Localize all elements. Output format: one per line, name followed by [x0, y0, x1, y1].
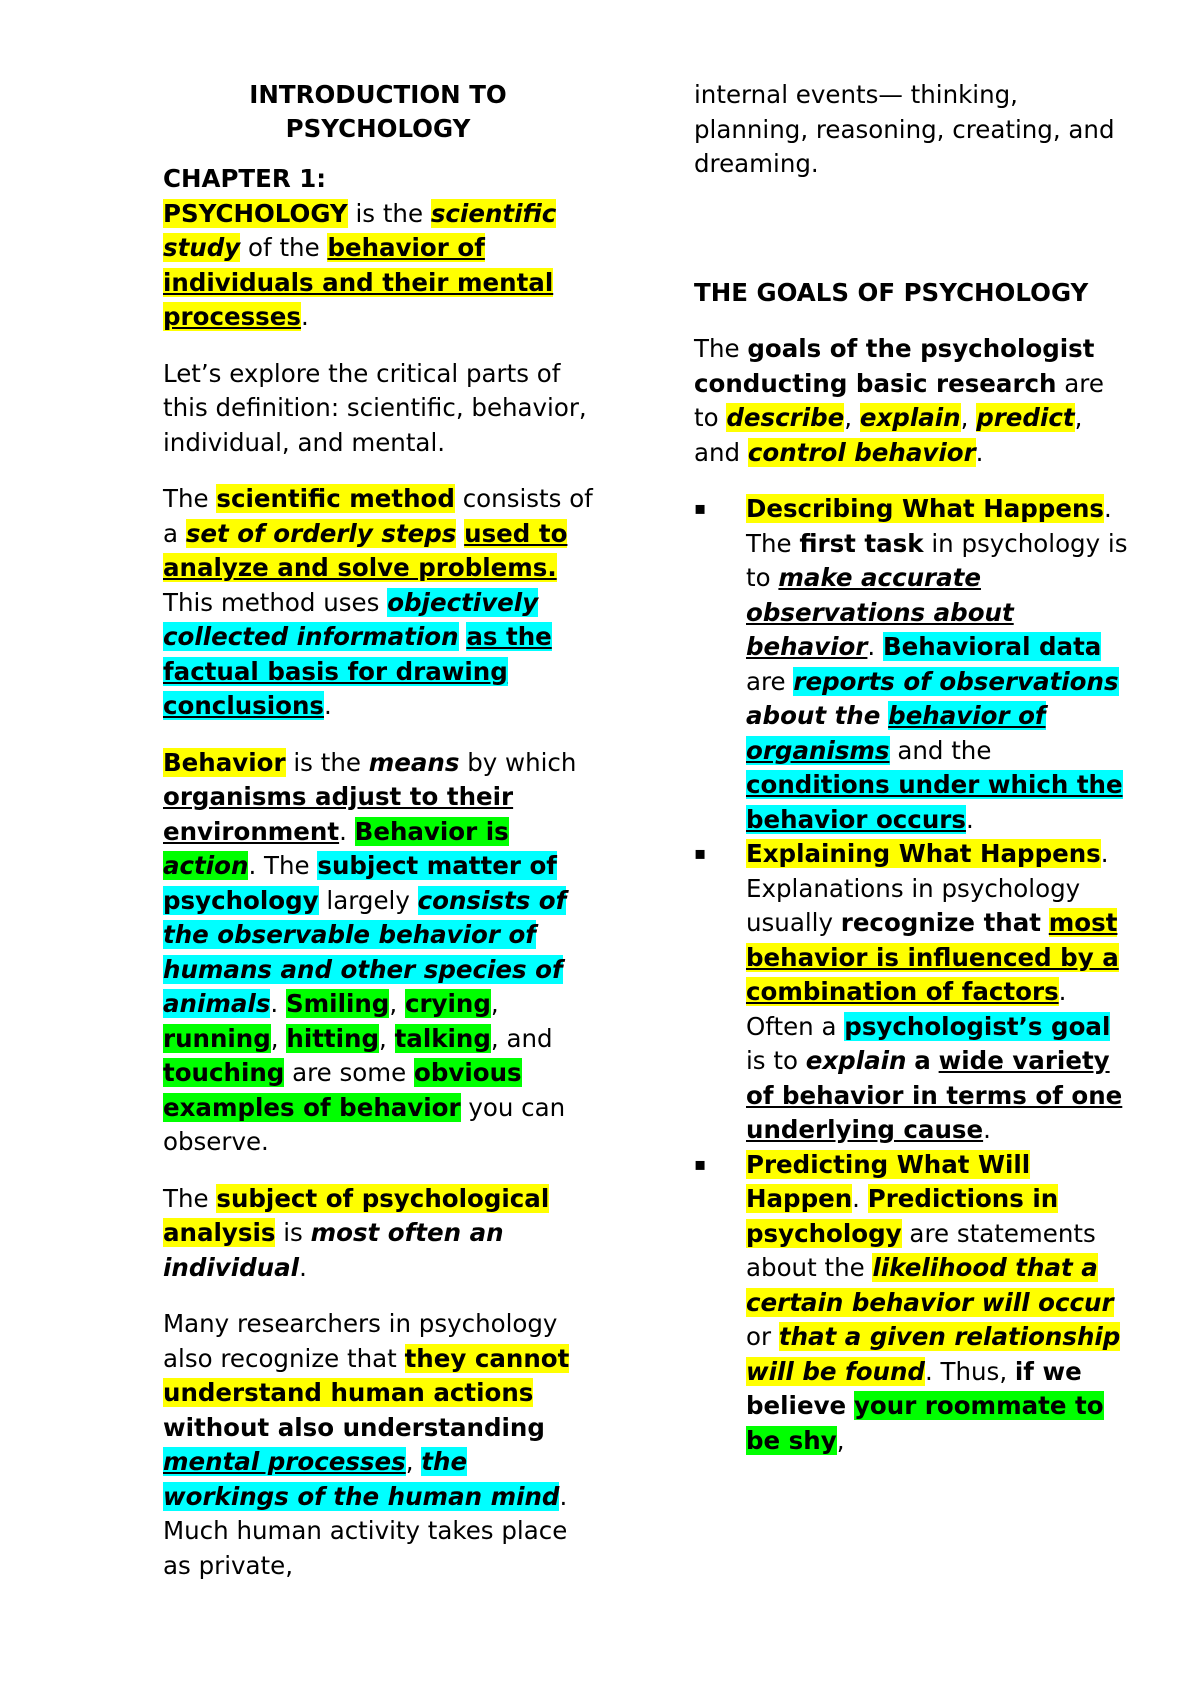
left-column — [163, 78, 593, 1605]
scientific-method-paragraph: The scientific method consists of a set of orderly steps used to analyze and solve problems. This method uses objectively collected information as the factual basis for drawing conclusions. — [163, 484, 593, 720]
list-item-describing: ▪ Describing What Happens. The first task in psychology is to make accurate observations about behavior. Behavioral data are reports of observations about the behavior of organisms and the conditions under which the behavior occurs. — [694, 494, 1128, 834]
section-heading: THE GOALS OF PSYCHOLOGY — [694, 277, 1089, 307]
square-bullet-icon: ▪ — [694, 498, 707, 519]
goals-paragraph: The goals of the psychologist conducting basic research are to describe, explain, predict, and control behavior. — [694, 334, 1104, 467]
continued-paragraph: internal events— thinking, planning, reasoning, creating, and dreaming. — [694, 80, 1115, 178]
square-bullet-icon: ▪ — [694, 843, 707, 864]
subject-paragraph: The subject of psychological analysis is most often an individual. — [163, 1183, 550, 1282]
mental-processes-paragraph: Many researchers in psychology also recognize that they cannot understand human actions without also understanding mental processes, the workings of the human mind. Much human activity takes place as private, — [163, 1309, 570, 1580]
chapter-label: CHAPTER 1: — [163, 164, 327, 193]
definition-paragraph: PSYCHOLOGY is the scientific study of the behavior of individuals and their mental processes. — [163, 198, 557, 331]
behavior-paragraph: Behavior is the means by which organisms adjust to their environment. Behavior is action. The subject matter of psychology largely consists of the observable behavior of humans and other species of animals. Smiling, crying, running, hitting, talking, and touching are some obvious examples of behavior you can observe. — [163, 747, 577, 1156]
square-bullet-icon: ▪ — [694, 1153, 707, 1175]
document-title — [163, 78, 593, 146]
list-item-explaining: ▪ Explaining What Happens. Explanations in psychology usually recognize that most behavior is influenced by a combination of factors. Often a psychologist’s goal is to explain a wide variety of behavior in terms of one underlying cause. — [694, 839, 1123, 1144]
list-item-predicting: ▪ Predicting What Will Happen. Predictions in psychology are statements about the likelihood that a certain behavior will occur or that a given relationship will be found. Thus, if we believe your roommate to be shy, — [694, 1149, 1121, 1455]
title-line-2: PSYCHOLOGY — [285, 114, 471, 143]
right-column — [694, 78, 1134, 1458]
title-line-1: INTRODUCTION TO — [249, 80, 507, 109]
goals-list — [694, 492, 1134, 1458]
explore-paragraph: Let’s explore the critical parts of this definition: scientific, behavior, individual, and mental. — [163, 358, 587, 457]
